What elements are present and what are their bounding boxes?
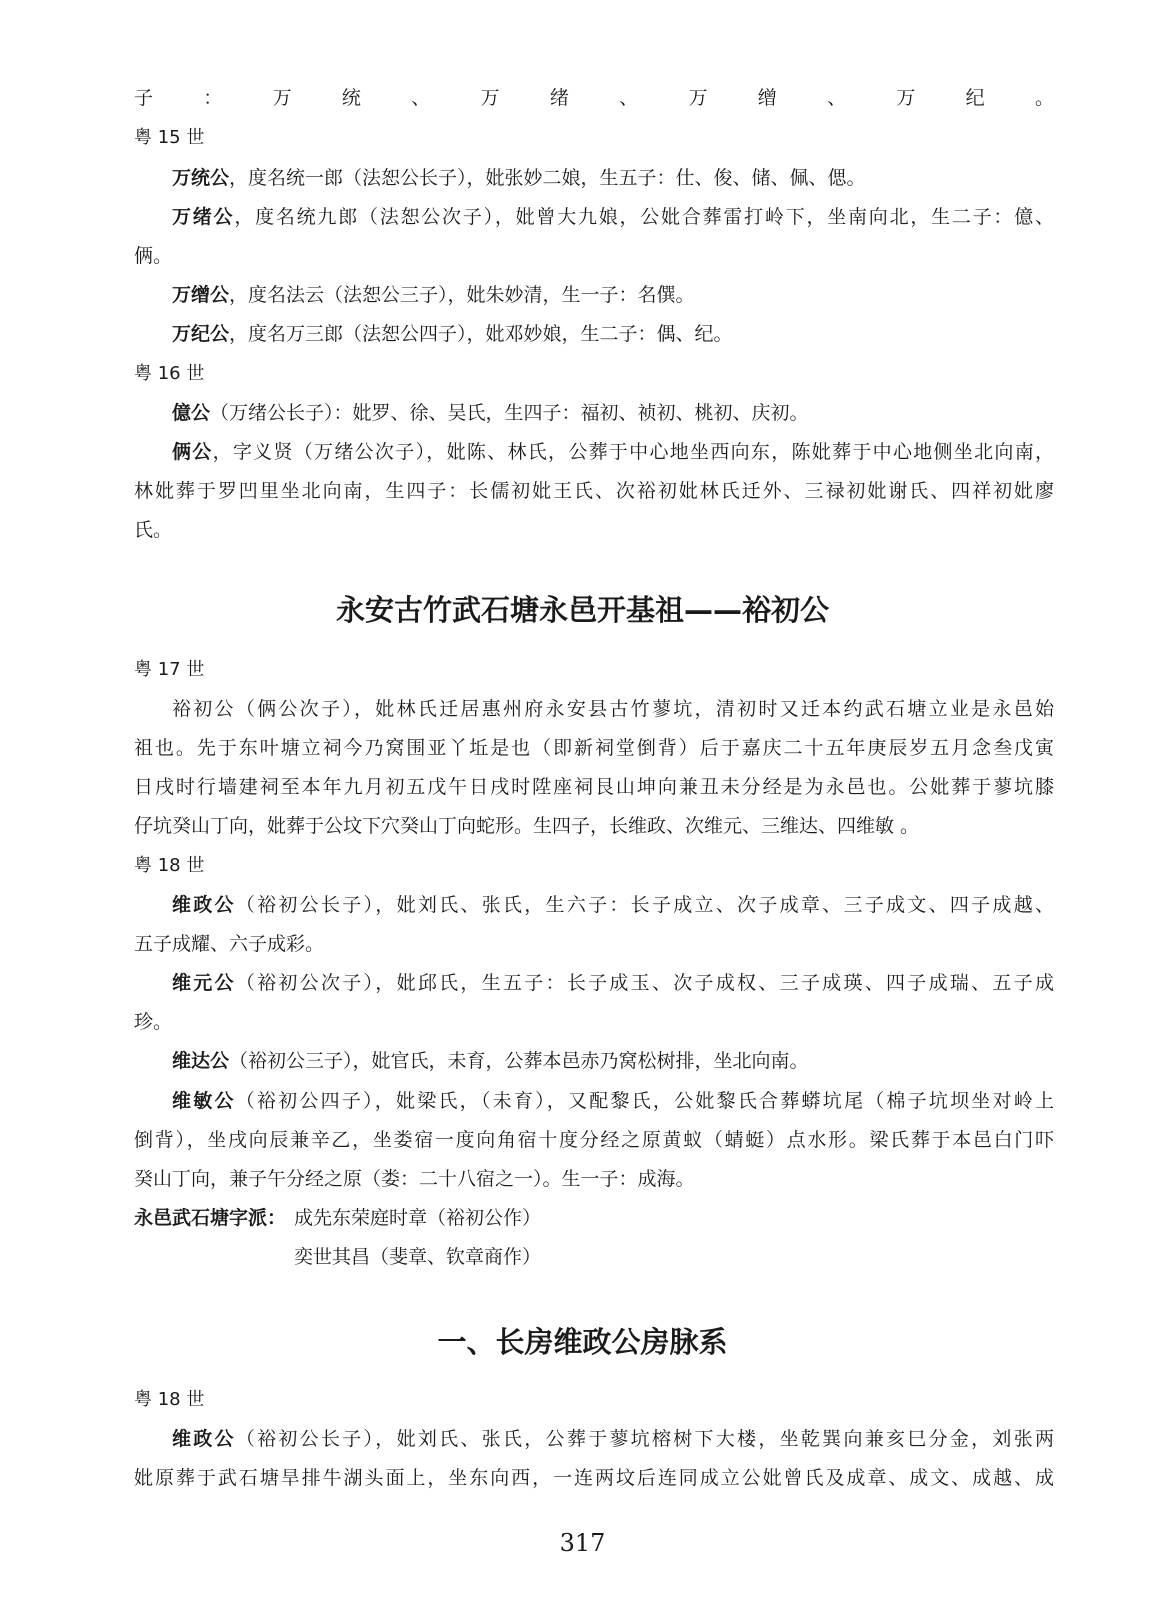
zipai-label-text: 永邑武石塘字派： <box>134 1207 287 1229</box>
person-name: 维达公 <box>172 1050 230 1072</box>
paragraph-line <box>172 439 1054 466</box>
generation-label: 粤 18 世 <box>134 1389 205 1410</box>
person-name: 万纪公 <box>172 323 230 345</box>
section-heading: 一、长房维政公房脉系 <box>437 1325 728 1359</box>
paragraph-text: ，度名万三郎（法恕公四子），妣邓妙娘，生二子：偶、纪。 <box>229 323 733 345</box>
person-name: 億公 <box>172 402 211 424</box>
person-name: 万缯公 <box>172 284 230 306</box>
paragraph-line: 癸山丁向，兼子午分经之原（娄：二十八宿之一）。生一子：成海。 <box>134 1168 695 1190</box>
text-line-content: 子：万统、万绪、万缯、万纪。 <box>134 87 1054 109</box>
paragraph-line: 俩。 <box>134 245 173 267</box>
paragraph-text: （裕初公四子），妣梁氏，（未育），又配黎氏，公妣黎氏合葬蟒坑尾（棉子坑坝坐对岭上 <box>235 1090 1054 1112</box>
paragraph-line <box>172 321 1054 348</box>
paragraph-line <box>172 1426 1054 1453</box>
paragraph-line <box>172 400 1054 427</box>
person-name: 维元公 <box>172 972 236 994</box>
paragraph-line: 氏。 <box>134 519 173 541</box>
generation-label: 粤 18 世 <box>134 855 205 876</box>
paragraph-line: 日戌时行墙建祠至本年九月初五戊午日戌时陞座祠艮山坤向兼丑未分经是为永邑也。公妣葬于蓼坑膝 <box>134 776 1054 798</box>
zipai-line: 奕世其昌（斐章、钦章商作） <box>294 1246 542 1268</box>
section-heading: 永安古竹武石塘永邑开基祖——裕初公 <box>335 593 829 627</box>
generation-label: 粤 16 世 <box>134 363 205 384</box>
paragraph-line: 倒背），坐戌向辰兼辛乙，坐娄宿一度向角宿十度分经之原黄蚁（蜻蜓）点水形。梁氏葬于本邑白门吓 <box>134 1129 1054 1151</box>
zipai-label <box>134 1205 286 1232</box>
paragraph-line <box>172 970 1054 997</box>
person-name: 维政公 <box>172 894 236 916</box>
paragraph-line <box>172 1088 1054 1115</box>
person-name: 万绪公 <box>172 206 235 228</box>
paragraph-line: 祖也。先于东叶塘立祠今乃窝围亚丫坵是也（即新祠堂倒背）后于嘉庆二十五年庚辰岁五月念叁戊寅 <box>134 737 1054 759</box>
paragraph-text: （裕初公长子），妣刘氏、张氏，生六子：长子成立、次子成章、三子成文、四子成越、 <box>235 894 1054 916</box>
paragraph-text: （裕初公长子），妣刘氏、张氏，公葬于蓼坑榕树下大楼，坐乾巽向兼亥巳分金，刘张两 <box>235 1428 1054 1450</box>
paragraph-text: ，度名统一郎（法恕公长子），妣张妙二娘，生五子：仕、俊、储、佩、偲。 <box>229 167 866 189</box>
paragraph-text: （裕初公三子），妣官氏，未育，公葬本邑赤乃窝松树排，坐北向南。 <box>229 1050 809 1072</box>
paragraph-line: 五子成耀、六子成彩。 <box>134 933 325 955</box>
paragraph-line <box>172 165 1054 192</box>
page-number: 317 <box>559 1529 606 1557</box>
paragraph-line <box>172 1048 1054 1075</box>
paragraph-text: ，度名法云（法恕公三子），妣朱妙清，生一子：名僎。 <box>229 284 695 306</box>
person-name: 俩公 <box>172 441 213 463</box>
paragraph-text: ，字义贤（万绪公次子），妣陈、林氏，公葬于中心地坐西向东，陈妣葬于中心地侧坐北向南， <box>212 441 1054 463</box>
paragraph-line: 妣原葬于武石塘旱排牛湖头面上，坐东向西，一连两坟后连同成立公妣曾氏及成章、成文、成越、成 <box>134 1467 1054 1489</box>
person-name: 万统公 <box>172 167 230 189</box>
paragraph-line: 裕初公（俩公次子），妣林氏迁居惠州府永安县古竹蓼坑，清初时又迁本约武石塘立业是永邑始 <box>172 698 1054 720</box>
paragraph-line: 珍。 <box>134 1011 173 1033</box>
paragraph-text: ，度名统九郎（法恕公次子），妣曾大九娘，公妣合葬雷打岭下，坐南向北，生二子：億、 <box>234 206 1054 228</box>
generation-label: 粤 17 世 <box>134 659 205 680</box>
paragraph-text: （万绪公长子）：妣罗、徐、吴氏，生四子：福初、祯初、桃初、庆初。 <box>210 402 809 424</box>
person-name: 维政公 <box>172 1428 236 1450</box>
paragraph-line: 林妣葬于罗凹里坐北向南，生四子：长儒初妣王氏、次裕初妣林氏迁外、三禄初妣谢氏、四祥初妣廖 <box>134 480 1054 502</box>
generation-label: 粤 15 世 <box>134 127 205 148</box>
text-line <box>134 85 1054 112</box>
paragraph-text: （裕初公次子），妣邱氏，生五子：长子成玉、次子成权、三子成瑛、四子成瑞、五子成 <box>235 972 1054 994</box>
paragraph-line <box>172 892 1054 919</box>
person-name: 维敏公 <box>172 1090 236 1112</box>
paragraph-line <box>172 282 1054 309</box>
paragraph-line: 仔坑癸山丁向，妣葬于公坟下穴癸山丁向蛇形。生四子，长维政、次维元、三维达、四维敏 。 <box>134 815 920 837</box>
zipai-line: 成先东荣庭时章（裕初公作） <box>294 1207 542 1229</box>
paragraph-line <box>172 204 1054 231</box>
